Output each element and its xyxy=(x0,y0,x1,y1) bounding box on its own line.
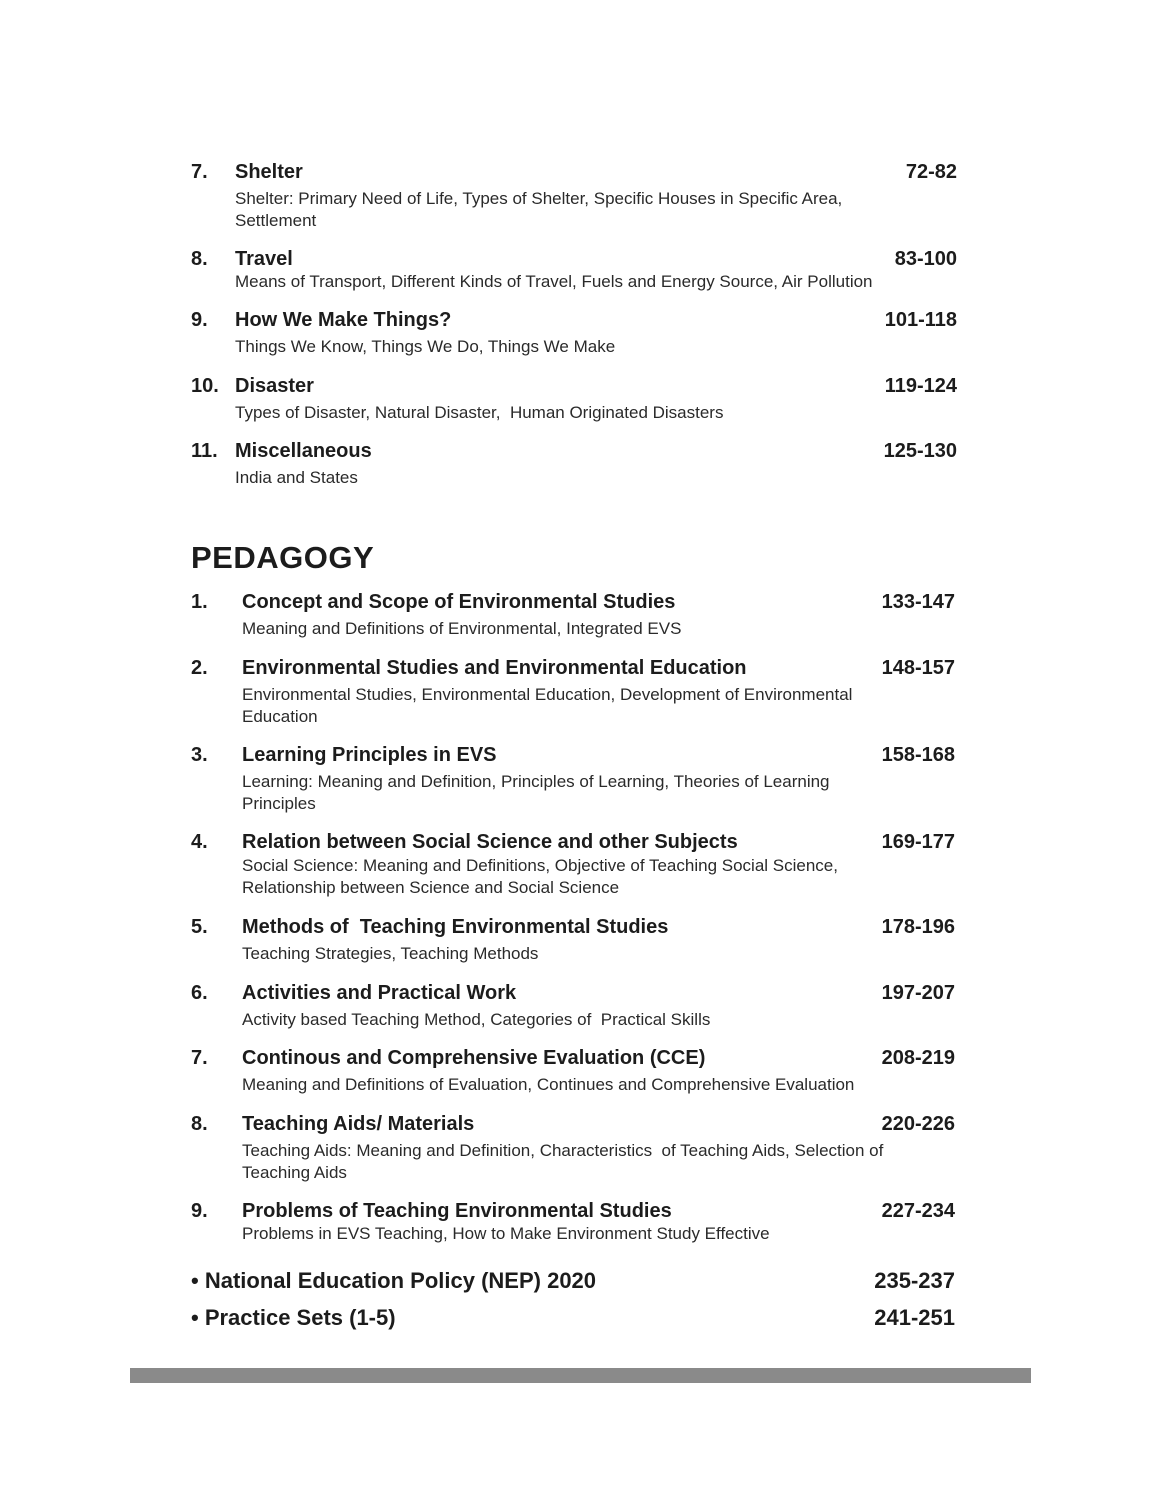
toc-entry-pedagogy-5 xyxy=(191,915,955,969)
entry-description: Meaning and Definitions of Evaluation, Continues and Comprehensive Evaluation xyxy=(242,1075,855,1094)
entry-number: 2. xyxy=(191,657,208,679)
entry-number: 9. xyxy=(191,1200,208,1222)
entry-description: Learning: Meaning and Definition, Principles of Learning, Theories of Learning Principles xyxy=(242,772,830,813)
entry-number: 11. xyxy=(191,440,218,462)
entry-pages: 169-177 xyxy=(881,831,955,853)
entry-description: Problems in EVS Teaching, How to Make Environment Study Effective xyxy=(242,1224,770,1243)
entry-title: Learning Principles in EVS xyxy=(242,744,497,766)
entry-title: Activities and Practical Work xyxy=(242,982,517,1004)
entry-description: Activity based Teaching Method, Categories of Practical Skills xyxy=(242,1010,711,1029)
entry-pages: 83-100 xyxy=(894,248,957,270)
extra-pages: 241-251 xyxy=(874,1305,955,1330)
entry-description: Things We Know, Things We Do, Things We Make xyxy=(235,337,616,356)
entry-pages: 208-219 xyxy=(881,1047,955,1069)
entry-title: Concept and Scope of Environmental Studies xyxy=(242,591,676,613)
entry-pages: 220-226 xyxy=(881,1113,955,1135)
extra-title: • National Education Policy (NEP) 2020 xyxy=(191,1268,597,1293)
entry-pages: 125-130 xyxy=(883,440,957,462)
toc-entry-pedagogy-3 xyxy=(191,743,955,819)
toc-entry-how-we-make-things xyxy=(191,308,957,360)
entry-number: 7. xyxy=(191,161,208,183)
entry-title: How We Make Things? xyxy=(235,309,452,331)
section-heading-pedagogy: PEDAGOGY xyxy=(191,540,375,575)
entry-pages: 148-157 xyxy=(881,657,955,679)
entry-title: Continous and Comprehensive Evaluation (CCE) xyxy=(242,1047,706,1069)
entry-description: Teaching Aids: Meaning and Definition, Characteristics of Teaching Aids, Selection of Teaching Aids xyxy=(242,1141,888,1182)
entry-title: Disaster xyxy=(235,375,314,397)
entry-title: Shelter xyxy=(235,161,303,183)
entry-description: Shelter: Primary Need of Life, Types of Shelter, Specific Houses in Specific Area, Settlement xyxy=(235,189,843,230)
entry-number: 10. xyxy=(191,375,219,397)
toc-extra-nep-2020 xyxy=(191,1268,955,1296)
extra-title: • Practice Sets (1-5) xyxy=(191,1305,396,1330)
entry-title: Methods of Teaching Environmental Studies xyxy=(242,916,669,938)
entry-title: Environmental Studies and Environmental Education xyxy=(242,657,747,679)
entry-number: 5. xyxy=(191,916,208,938)
entry-number: 1. xyxy=(191,591,208,613)
entry-pages: 119-124 xyxy=(884,375,957,397)
toc-entry-pedagogy-8 xyxy=(191,1112,955,1188)
entry-pages: 101-118 xyxy=(884,309,957,331)
entry-description: Meaning and Definitions of Environmental, Integrated EVS xyxy=(242,619,682,638)
toc-entry-shelter xyxy=(191,160,957,236)
entry-title: Relation between Social Science and other Subjects xyxy=(242,831,738,853)
extra-pages: 235-237 xyxy=(874,1268,955,1293)
toc-extra-practice-sets xyxy=(191,1305,955,1333)
entry-description: Social Science: Meaning and Definitions, Objective of Teaching Social Science, Relationship between Science and Social Science xyxy=(242,856,838,897)
entry-description: Teaching Strategies, Teaching Methods xyxy=(242,944,539,963)
entry-number: 4. xyxy=(191,831,208,853)
toc-entry-pedagogy-9 xyxy=(191,1199,955,1249)
toc-entry-pedagogy-6 xyxy=(191,981,955,1035)
entry-title: Problems of Teaching Environmental Studies xyxy=(242,1200,672,1222)
toc-entry-pedagogy-2 xyxy=(191,656,955,732)
toc-entry-miscellaneous xyxy=(191,439,957,491)
toc-entry-pedagogy-1 xyxy=(191,590,955,644)
entry-title: Teaching Aids/ Materials xyxy=(242,1113,475,1135)
entry-pages: 158-168 xyxy=(881,744,955,766)
toc-entry-disaster xyxy=(191,374,957,426)
entry-number: 8. xyxy=(191,1113,208,1135)
toc-entry-travel xyxy=(191,247,957,297)
entry-description: Means of Transport, Different Kinds of Travel, Fuels and Energy Source, Air Pollution xyxy=(235,272,873,291)
entry-description: India and States xyxy=(235,468,358,487)
entry-pages: 197-207 xyxy=(881,982,955,1004)
toc-entry-pedagogy-7 xyxy=(191,1046,955,1100)
entry-number: 9. xyxy=(191,309,208,331)
entry-description: Types of Disaster, Natural Disaster, Human Originated Disasters xyxy=(235,403,724,422)
entry-pages: 227-234 xyxy=(881,1200,955,1222)
entry-description: Environmental Studies, Environmental Education, Development of Environmental Education xyxy=(242,685,853,726)
entry-pages: 178-196 xyxy=(881,916,955,938)
entry-number: 3. xyxy=(191,744,208,766)
entry-number: 8. xyxy=(191,248,208,270)
entry-title: Miscellaneous xyxy=(235,440,372,462)
entry-pages: 72-82 xyxy=(905,161,957,183)
entry-title: Travel xyxy=(235,248,293,270)
entry-number: 6. xyxy=(191,982,208,1004)
entry-pages: 133-147 xyxy=(881,591,955,613)
toc-entry-pedagogy-4 xyxy=(191,830,955,902)
entry-number: 7. xyxy=(191,1047,208,1069)
footer-divider-bar xyxy=(130,1368,1031,1383)
